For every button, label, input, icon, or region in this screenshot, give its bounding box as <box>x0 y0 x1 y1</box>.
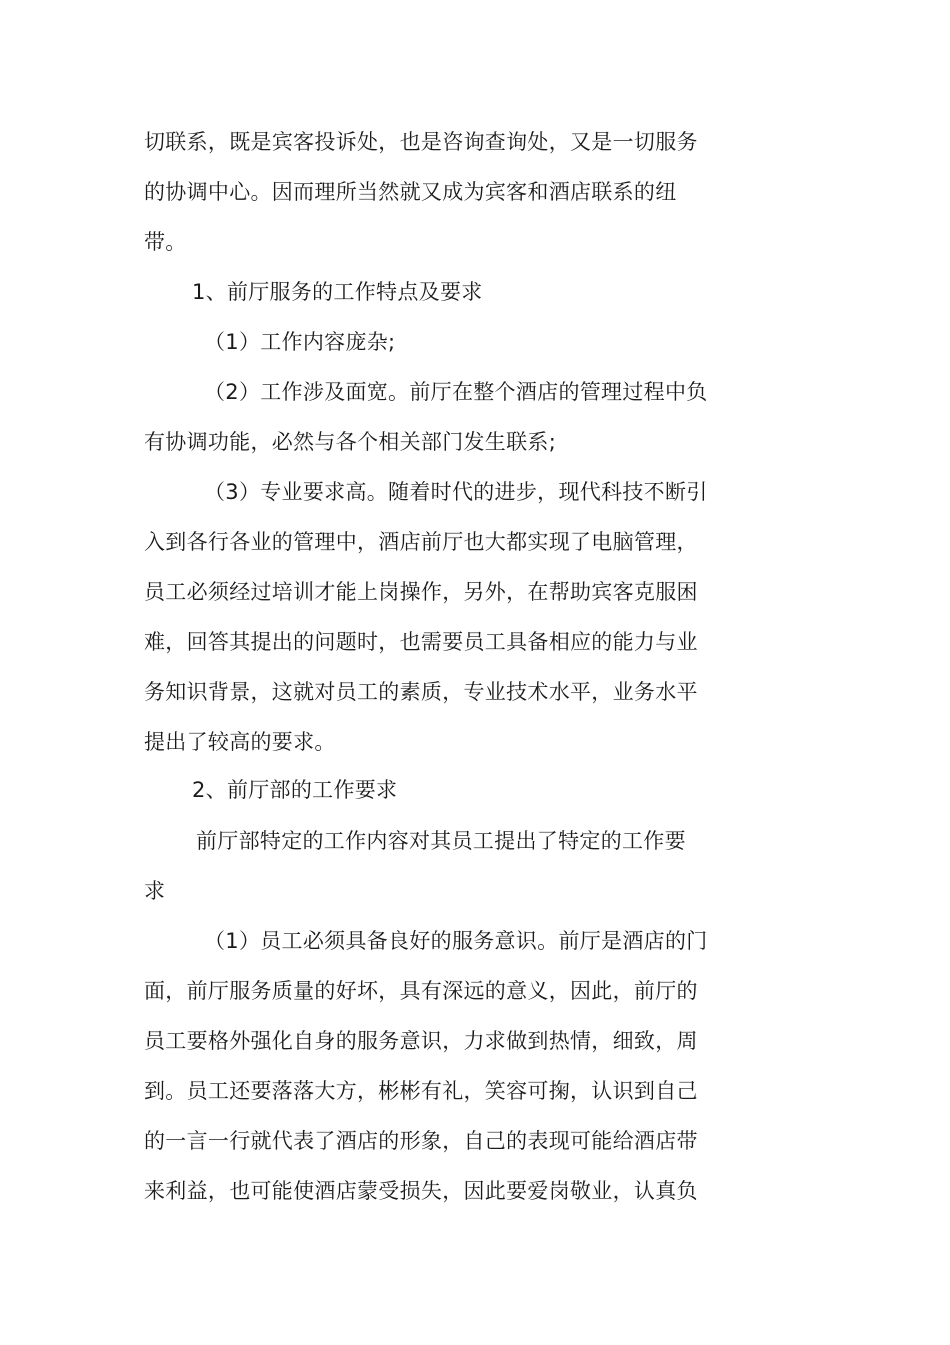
text-line: 的一言一行就代表了酒店的形象，自己的表现可能给酒店带 <box>144 1129 698 1153</box>
text-line: 务知识背景，这就对员工的素质，专业技术水平，业务水平 <box>144 680 698 704</box>
text-line: 面，前厅服务质量的好坏，具有深远的意义，因此，前厅的 <box>144 979 698 1003</box>
text-line: 切联系，既是宾客投诉处，也是咨询查询处，又是一切服务 <box>144 130 698 154</box>
section-heading-2: 2、前厅部的工作要求 <box>192 778 398 802</box>
list-item: （2）工作涉及面宽。前厅在整个酒店的管理过程中负 <box>204 380 708 404</box>
text-line: 有协调功能，必然与各个相关部门发生联系; <box>144 430 557 454</box>
text-line: 求 <box>144 879 166 903</box>
paragraph-line: 前厅部特定的工作内容对其员工提出了特定的工作要 <box>196 829 686 853</box>
text-line: 来利益，也可能使酒店蒙受损失，因此要爱岗敬业，认真负 <box>144 1179 698 1203</box>
list-item: （3）专业要求高。随着时代的进步，现代科技不断引 <box>204 480 708 504</box>
text-line: 难，回答其提出的问题时，也需要员工具备相应的能力与业 <box>144 630 698 654</box>
list-item: （1）工作内容庞杂; <box>204 330 396 354</box>
text-line: 员工要格外强化自身的服务意识，力求做到热情，细致，周 <box>144 1029 698 1053</box>
text-line: 到。员工还要落落大方，彬彬有礼，笑容可掬，认识到自己 <box>144 1079 698 1103</box>
text-line: 提出了较高的要求。 <box>144 730 336 754</box>
text-line: 入到各行各业的管理中，酒店前厅也大都实现了电脑管理， <box>144 530 698 554</box>
list-item: （1）员工必须具备良好的服务意识。前厅是酒店的门 <box>204 929 708 953</box>
section-heading-1: 1、前厅服务的工作特点及要求 <box>192 280 483 304</box>
text-line: 带。 <box>144 230 187 254</box>
text-line: 员工必须经过培训才能上岗操作，另外，在帮助宾客克服困 <box>144 580 698 604</box>
text-line: 的协调中心。因而理所当然就又成为宾客和酒店联系的纽 <box>144 180 677 204</box>
